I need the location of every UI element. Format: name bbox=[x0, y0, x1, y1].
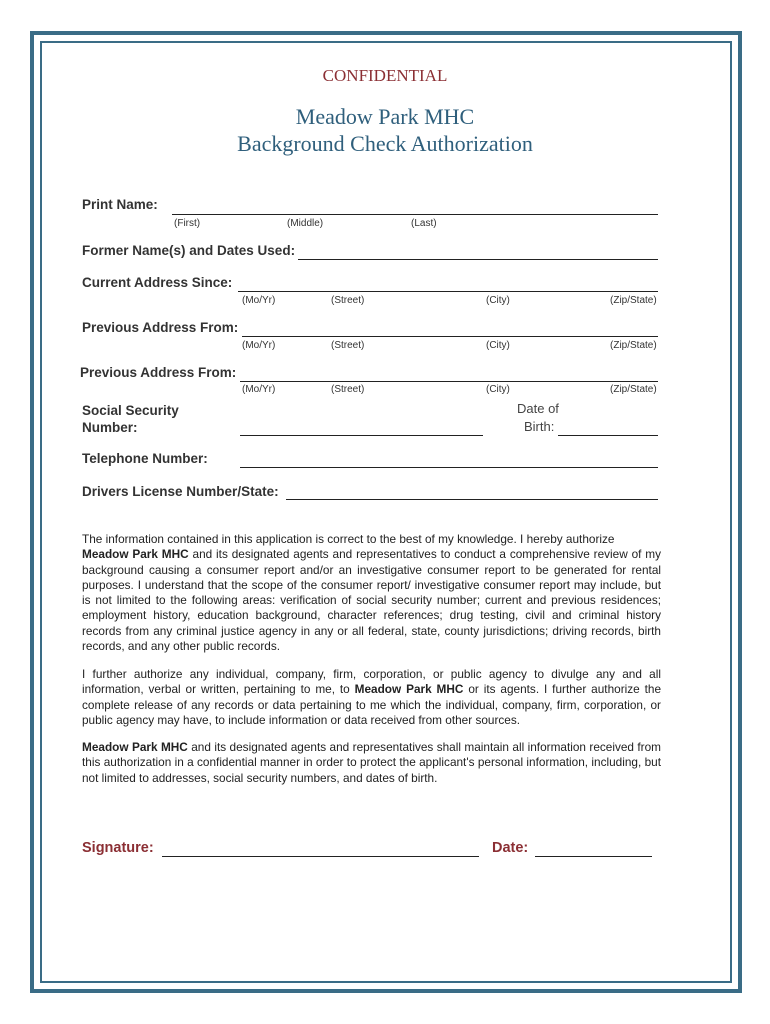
street-caption: (Street) bbox=[331, 384, 365, 395]
dob-label-line2: Birth: bbox=[524, 419, 555, 434]
dob-field[interactable] bbox=[558, 435, 658, 436]
date-field[interactable] bbox=[535, 856, 652, 857]
city-caption: (City) bbox=[486, 384, 510, 395]
mo-yr-caption: (Mo/Yr) bbox=[242, 384, 276, 395]
current-address-label: Current Address Since: bbox=[82, 275, 233, 290]
signature-label: Signature: bbox=[82, 840, 154, 856]
ssn-label-line2: Number: bbox=[82, 420, 138, 435]
former-names-label: Former Name(s) and Dates Used: bbox=[82, 243, 296, 258]
telephone-field[interactable] bbox=[240, 467, 658, 468]
former-names-field[interactable] bbox=[298, 259, 658, 260]
company-name: Meadow Park MHC bbox=[354, 682, 464, 697]
company-name: Meadow Park MHC bbox=[82, 740, 188, 754]
city-caption: (City) bbox=[486, 340, 510, 351]
current-address-field[interactable] bbox=[238, 291, 658, 292]
page-subtitle: Background Check Authorization bbox=[237, 131, 533, 156]
middle-caption: (Middle) bbox=[287, 218, 324, 229]
company-name: Meadow Park MHC bbox=[82, 547, 189, 562]
last-caption: (Last) bbox=[411, 218, 437, 229]
zip-state-caption: (Zip/State) bbox=[610, 340, 657, 351]
mo-yr-caption: (Mo/Yr) bbox=[242, 295, 276, 306]
ssn-label-line1: Social Security bbox=[82, 403, 179, 418]
previous-address-label: Previous Address From: bbox=[82, 320, 239, 335]
street-caption: (Street) bbox=[331, 295, 365, 306]
authorization-paragraph-1: The information contained in this application is correct to the best of my knowledge. I hereby authorize Meadow Park MHC and its designated agents and representatives to conduct a comprehensive review of my background causing a consumer report and/or an investigative consumer report to be generated for rental purposes. I understand that the scope of the consumer report/ investigative consumer report may include, but is not limited to the following areas: verification of social security number; current and previous residences; employment history, education background, character references; drug testing, civil and criminal history records from any criminal justice agency in any or all federal, state, county jurisdictions; driving records, birth records, and any other public records. bbox=[82, 532, 662, 654]
street-caption: (Street) bbox=[331, 340, 365, 351]
previous-address-field[interactable] bbox=[242, 336, 658, 337]
page-title: Meadow Park MHC bbox=[295, 104, 475, 129]
zip-state-caption: (Zip/State) bbox=[610, 295, 657, 306]
drivers-license-field[interactable] bbox=[286, 499, 658, 500]
print-name-field[interactable] bbox=[172, 214, 658, 215]
authorization-paragraph-3: Meadow Park MHC and its designated agents and representatives shall maintain all information received from this authorization in a confidential manner in order to protect the applicant's personal information, including, but not limited to addresses, social security numbers, and dates of birth. bbox=[82, 740, 661, 785]
city-caption: (City) bbox=[486, 295, 510, 306]
ssn-field[interactable] bbox=[240, 435, 483, 436]
zip-state-caption: (Zip/State) bbox=[610, 384, 657, 395]
date-label: Date: bbox=[492, 840, 529, 856]
previous-address-field[interactable] bbox=[240, 381, 658, 382]
dob-label-line1: Date of bbox=[517, 401, 559, 416]
confidential-heading: CONFIDENTIAL bbox=[322, 66, 448, 85]
signature-field[interactable] bbox=[162, 856, 479, 857]
previous-address-label: Previous Address From: bbox=[80, 365, 237, 380]
telephone-label: Telephone Number: bbox=[82, 451, 208, 466]
mo-yr-caption: (Mo/Yr) bbox=[242, 340, 276, 351]
first-caption: (First) bbox=[174, 218, 201, 229]
authorization-paragraph-2: I further authorize any individual, company, firm, corporation, or public agency to divulge any and all information, verbal or written, pertaining to me, to Meadow Park MHC or its agents. I further authorize the complete release of any records or data pertaining to me which the individual, company, firm, corporation, or public agency may have, to include information or data received from other sources. bbox=[82, 667, 661, 727]
drivers-license-label: Drivers License Number/State: bbox=[82, 484, 279, 499]
print-name-label: Print Name: bbox=[82, 197, 158, 212]
